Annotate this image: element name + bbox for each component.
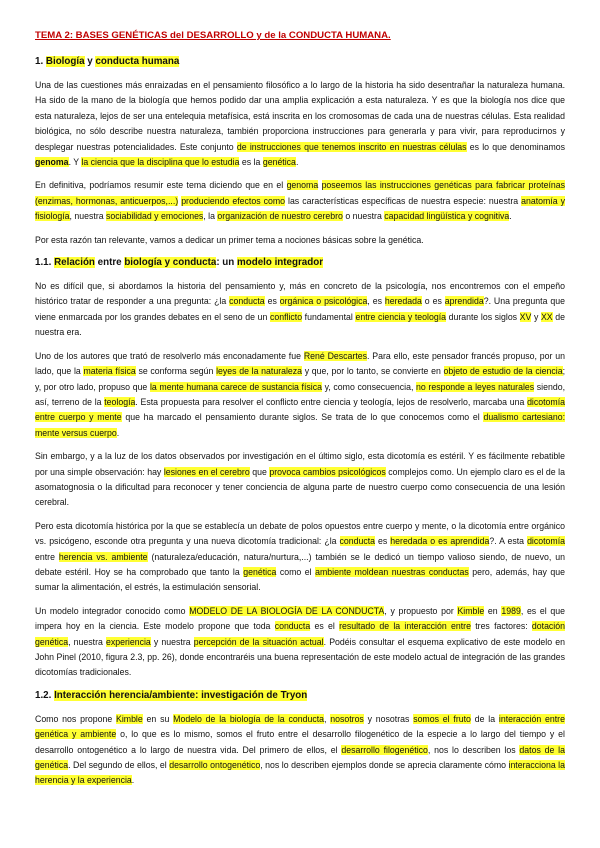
paragraph-1 <box>35 78 565 170</box>
highlight: lesiones en el cerebro <box>163 466 250 477</box>
text: ?. A esta <box>489 536 528 547</box>
text: y nosotras <box>363 713 414 724</box>
highlight: Interacción herencia/ambiente: investigación de Tryon <box>54 689 308 701</box>
text: , es el que impera hoy en la ciencia. Este modelo propone que toda <box>35 605 565 632</box>
text: es <box>375 536 391 547</box>
text: En definitiva, podríamos resumir este tema diciendo que en el <box>35 180 287 191</box>
paragraph-4 <box>35 279 565 341</box>
highlight: conducta <box>229 296 265 307</box>
paragraph-9 <box>35 712 565 789</box>
text: Uno de los autores que trató de resolverlo más enconadamente fue <box>35 350 304 361</box>
text: , nos lo describen ejemplos donde se aprecia claramente cómo <box>260 760 509 771</box>
highlight: entre ciencia y teología <box>355 311 446 322</box>
text: y nuestra <box>150 636 194 647</box>
section-1-heading <box>35 55 565 68</box>
text: No es difícil que, si abordamos la historia del pensamiento y, más en concreto de la psicología, nos encontremos con el empeño histórico tratar de responder a una pregunta: ¿la <box>35 281 565 307</box>
highlight: Kimble <box>116 713 143 724</box>
highlight: genética <box>262 157 296 168</box>
highlight: conducta <box>274 621 311 632</box>
text: que ha marcado el pensamiento durante siglos. Se trata de lo que conocemos como el <box>121 412 484 423</box>
text: , nos lo describen los <box>427 744 520 755</box>
highlight: genoma <box>286 180 319 191</box>
text: entre <box>35 551 59 562</box>
highlight: no responde a leyes naturales <box>416 381 535 392</box>
text: ; y, por otro lado, propuso que <box>35 366 565 392</box>
text: se conforma según <box>135 366 217 377</box>
text: pero, además, hay que sumar la alimentación, el estrés, la estimulación sensorial. <box>35 566 566 593</box>
text: es lo que denominamos <box>466 141 565 152</box>
highlight: capacidad lingüística y cognitiva <box>384 211 510 222</box>
highlight: dicotomía entre cuerpo y mente <box>35 396 565 423</box>
highlight: dicotomía <box>527 536 565 547</box>
section-number: 1. <box>35 56 46 67</box>
highlight: provoca cambios psicológicos <box>269 466 386 477</box>
highlight: la mente humana carece de sustancia física <box>149 381 322 392</box>
highlight: teología <box>104 396 136 407</box>
highlight: desarrollo ontogenético <box>169 760 261 771</box>
highlight: la ciencia que la disciplina que lo estudia <box>81 157 240 168</box>
highlight: objeto de estudio de la ciencia <box>443 366 563 377</box>
text: . Podéis consultar el esquema explicativo de este modelo en John Pinel (2010, figura 2.3, pp. 26), donde encontraréis una buena representación de este modelo actual de integración de las grandes dicotomías tradicionales. <box>35 636 565 678</box>
text: y <box>531 311 541 322</box>
highlight: biología y conducta <box>124 257 217 269</box>
highlight: XX <box>540 311 553 322</box>
highlight: aprendida <box>444 296 484 307</box>
section-number: 1.2. <box>35 689 55 701</box>
highlight: heredada o es aprendida <box>390 536 490 547</box>
text: Pero esta dicotomía histórica por la que se establecía un debate de polos opuestos entre cuerpo y mente, o la dicotomía entre orgánico vs. psicógeno, esconde otra pregunta y una nueva dicotomía tradicional: ¿la <box>35 520 565 547</box>
text: , y propuesto por <box>384 605 458 616</box>
highlight: conducta <box>339 536 376 547</box>
text: siendo, así, terreno de la <box>35 381 566 407</box>
text: entre <box>94 257 125 269</box>
highlight: de instrucciones que tenemos inscrito en nuestras células <box>236 141 467 152</box>
highlight: genoma <box>35 157 69 168</box>
text: durante los siglos <box>446 311 520 322</box>
highlight: Modelo de la biología de la conducta <box>173 713 324 724</box>
section-1-2-heading <box>35 689 565 702</box>
text: en su <box>142 713 174 724</box>
highlight: interacciona la herencia y la experiencia <box>35 760 565 786</box>
highlight: experiencia <box>106 636 151 647</box>
text: es el <box>310 621 340 632</box>
highlight: dotación genética <box>35 621 565 647</box>
text: Un modelo integrador conocido como <box>35 605 190 616</box>
text: tres factores: <box>470 621 532 632</box>
highlight: interacción entre genética y ambiente <box>35 713 565 740</box>
text: como el <box>276 566 316 577</box>
text: Como nos propone <box>35 713 116 724</box>
section-1-1-heading <box>35 256 565 269</box>
highlight: sociabilidad y emociones <box>106 211 204 222</box>
highlight: XV <box>519 311 532 322</box>
highlight: organización de nuestro cerebro <box>217 211 343 222</box>
text: . <box>295 157 299 168</box>
text: y, como consecuencia, <box>321 381 417 392</box>
text: ?. Una pregunta que viene enmarcada por los grandes debates en el seno de un <box>35 296 565 322</box>
text: , nuestra <box>69 211 107 222</box>
highlight: Biología <box>45 56 85 67</box>
text: las características específicas de nuestra especie: nuestra <box>284 195 522 206</box>
text: y que, por lo tanto, se convierte en <box>302 366 444 377</box>
text: , la <box>203 211 218 222</box>
paragraph-8 <box>35 604 565 681</box>
document-page <box>35 30 565 797</box>
highlight: conflicto <box>269 311 303 322</box>
highlight: MODELO DE LA BIOLOGÍA DE LA CONDUCTA <box>189 605 385 616</box>
text: o es <box>421 296 445 307</box>
text: o, lo que es lo mismo, somos el fruto entre el desarrollo filogenético de la especie a lo largo del tiempo y el desarrollo ontogenético a lo largo de nuestra vida. Del primero de ellos, el <box>35 729 565 755</box>
paragraph-5 <box>35 349 565 441</box>
highlight: ambiente moldean nuestras conductas <box>315 566 469 577</box>
text: fundamental <box>302 311 356 322</box>
text: . Y <box>68 157 82 168</box>
highlight: nosotros <box>330 713 364 724</box>
highlight: somos el fruto <box>413 713 471 724</box>
text: . <box>131 775 135 786</box>
text: que <box>249 466 270 477</box>
text: . Para ello, este pensador francés propuso, por un lado, que la <box>35 350 565 377</box>
highlight: modelo integrador <box>237 257 324 269</box>
text: complejos como. Un ejemplo claro es el de la asomatognosia o la dificultad para reconocer y tener conciencia de alguna parte de nuestro cuerpo como consecuencia de una lesión cerebral. <box>35 466 565 508</box>
highlight: anatomía y fisiología <box>35 195 565 222</box>
text: es <box>264 296 280 307</box>
paragraph-7 <box>35 519 565 596</box>
highlight: heredada <box>384 296 422 307</box>
text: de la <box>470 713 499 724</box>
highlight: desarrollo filogenético <box>341 744 428 755</box>
highlight: percepción de la situación actual <box>193 636 324 647</box>
text: . Esta propuesta para resolver el conflicto entre ciencia y teología, lejos de resolverlo, marcaba una <box>135 396 528 407</box>
highlight: orgánica o psicológica <box>279 296 368 307</box>
text: o nuestra <box>342 211 385 222</box>
highlight: leyes de la naturaleza <box>216 366 303 377</box>
highlight: datos de la genética <box>35 744 565 771</box>
highlight: materia física <box>83 366 136 377</box>
text: Una de las cuestiones más enraizadas en el pensamiento filosófico a lo largo de la historia ha sido desentrañar la naturaleza humana. Ha sido de la mano de la biología que hemos podido dar una amplia explicación a esta naturaleza. Y es que la biología nos dice que esta naturaleza, lejos de ser una entelequia metafísica, está inscrita en los cromosomas de cada una de nuestras células. Esta realidad biológica, no sólo describe nuestra naturaleza, también proporciona instrucciones para generarla y para vivir, para reproducirnos y desplegar nuestras potencialidades. Este conjunto <box>35 80 565 152</box>
text: y <box>84 56 96 67</box>
text: Sin embargo, y a la luz de los datos observados por investigación en el último siglo, esta dicotomía es estéril. Y es fácilmente rebatible por una simple observación: hay <box>35 451 565 477</box>
text: , es <box>367 296 385 307</box>
text: . <box>509 211 512 222</box>
highlight: René Descartes <box>303 350 367 361</box>
highlight: genética <box>243 566 277 577</box>
document-title: TEMA 2: BASES GENÉTICAS del DESARROLLO y de la CONDUCTA HUMANA. <box>35 30 391 41</box>
text: : un <box>216 257 238 269</box>
highlight: produciendo efectos como <box>181 195 285 206</box>
text: de nuestra era. <box>35 311 565 338</box>
text: , <box>324 713 331 724</box>
text: es la <box>239 157 263 168</box>
text: , nuestra <box>68 636 107 647</box>
paragraph-2 <box>35 178 565 224</box>
text: en <box>484 605 502 616</box>
highlight: conducta humana <box>95 56 180 67</box>
text: . Del segundo de ellos, el <box>68 760 170 771</box>
paragraph-6 <box>35 449 565 511</box>
highlight: Kimble <box>457 605 485 616</box>
highlight: poseemos las instrucciones genéticas para fabricar proteínas (enzimas, hormonas, anticuerpos,...) <box>35 180 566 206</box>
paragraph-3: Por esta razón tan relevante, vamos a dedicar un primer tema a nociones básicas sobre la genética. <box>35 234 424 245</box>
highlight: herencia vs. ambiente <box>58 551 148 562</box>
highlight: resultado de la interacción entre <box>339 621 471 632</box>
highlight: dualismo cartesiano: mente versus cuerpo <box>35 412 566 438</box>
text: . <box>116 427 120 438</box>
highlight: Relación <box>54 257 95 269</box>
section-number: 1.1. <box>35 257 55 269</box>
text: (naturaleza/educación, natura/nurtura,...) también se le dedicó un tiempo valioso siendo, de nuevo, un debate estéril. Hoy se ha comprobado que tanto la <box>35 551 566 577</box>
highlight: 1989 <box>501 605 521 616</box>
